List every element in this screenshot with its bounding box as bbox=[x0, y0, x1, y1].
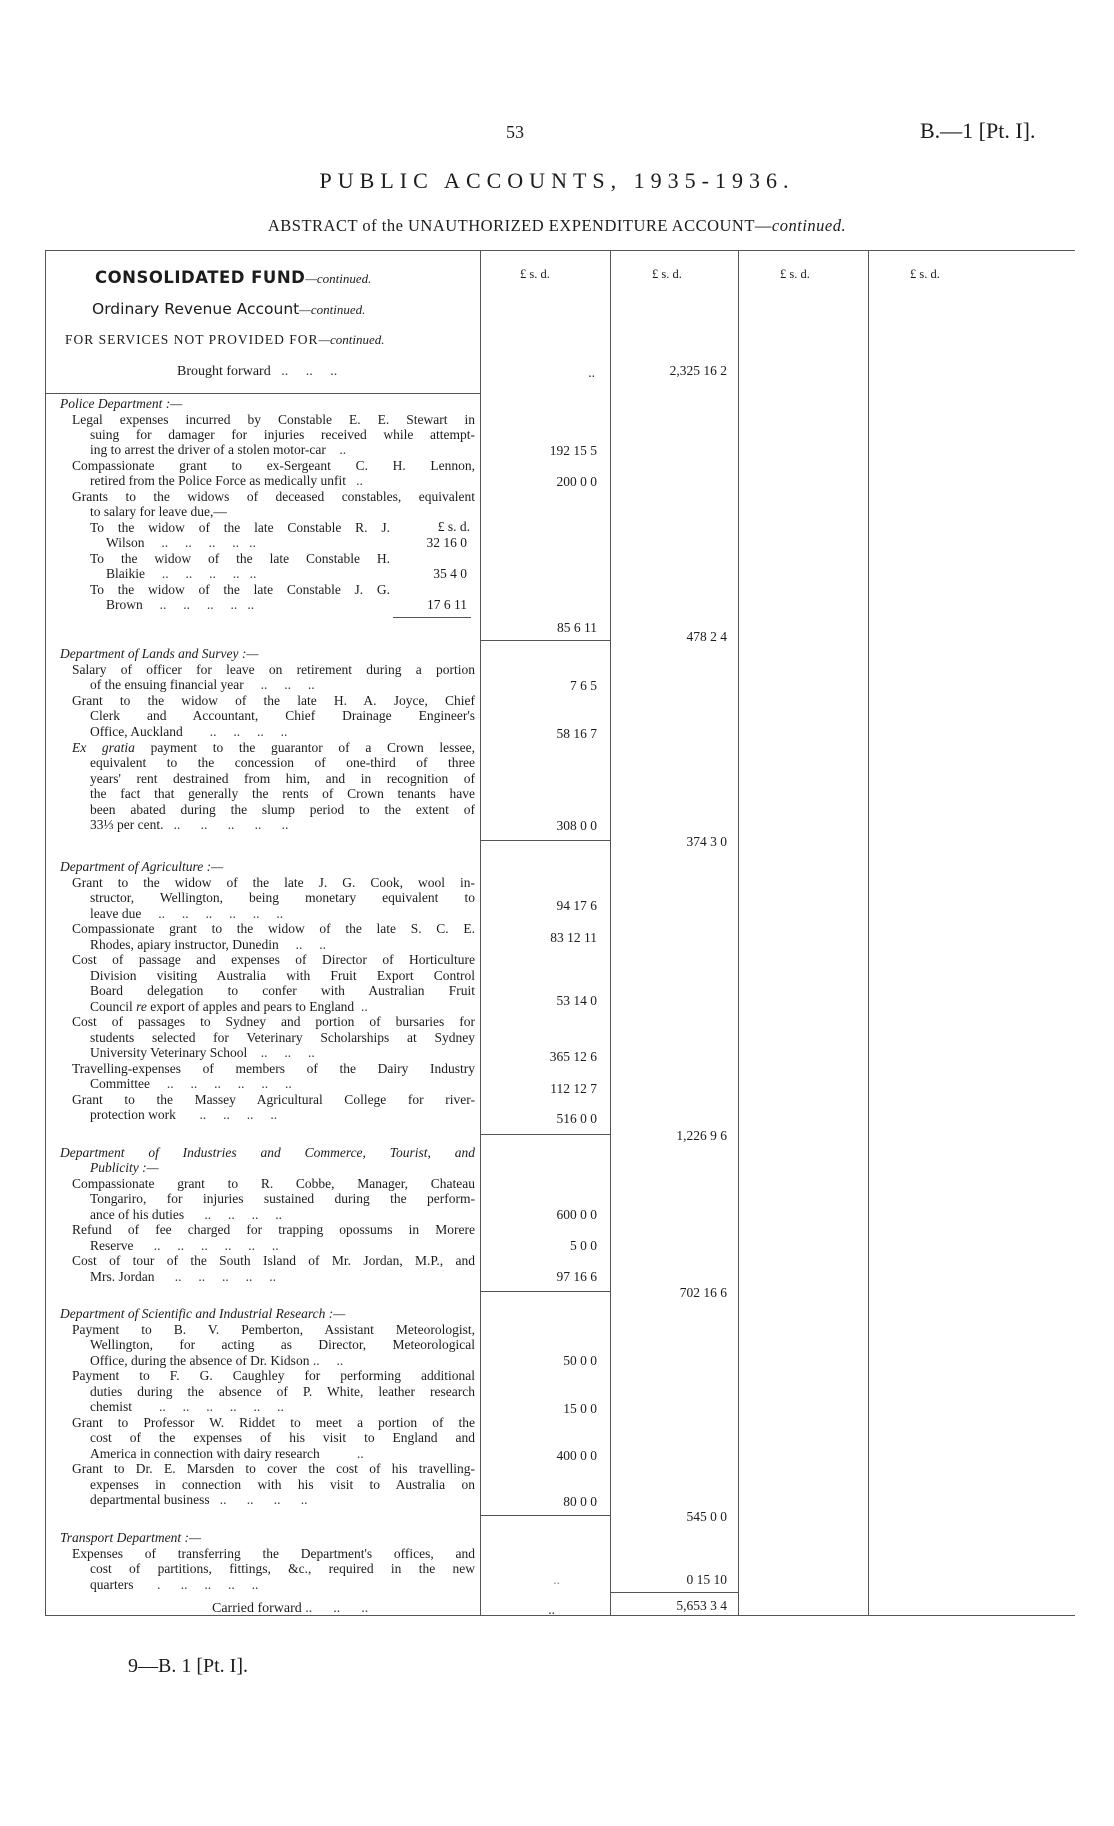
item-line: Cost of passage and expenses of Director of Horticulture bbox=[72, 952, 475, 967]
carried-forward-col1: .. bbox=[548, 1602, 555, 1617]
inner-amount: 17 6 11 bbox=[427, 597, 467, 612]
item-line: Payment to B. V. Pemberton, Assistant Meteorologist, bbox=[72, 1322, 475, 1337]
item-line: Rhodes, apiary instructor, Dunedin .. .. bbox=[90, 937, 327, 952]
item-line: Brown .. .. .. .. .. bbox=[106, 597, 255, 612]
amount-cell: 97 16 6 bbox=[556, 1269, 597, 1284]
subtitle-suffix: continued. bbox=[771, 216, 847, 235]
item-line: departmental business .. .. .. .. bbox=[90, 1492, 308, 1507]
item-line: leave due .. .. .. .. .. .. bbox=[90, 906, 284, 921]
subtotal-rule bbox=[480, 1291, 610, 1292]
services-heading bbox=[65, 332, 385, 348]
item-line: To the widow of the late Constable R. J. bbox=[90, 520, 390, 535]
col3-rule bbox=[738, 250, 739, 1615]
item-line: Cost of passages to Sydney and portion of bursaries for bbox=[72, 1014, 475, 1029]
brought-forward-text: Brought forward bbox=[177, 364, 271, 379]
item-text: payment to the guarantor of a Crown lessee, bbox=[134, 740, 475, 755]
item-line: of the ensuing financial year .. .. .. bbox=[90, 677, 315, 692]
section-total: 374 3 0 bbox=[686, 834, 727, 849]
item-line: retired from the Police Force as medically unfit .. bbox=[90, 473, 363, 488]
column-header-3: £ s. d. bbox=[780, 267, 810, 281]
amount-cell: 112 12 7 bbox=[550, 1081, 597, 1096]
item-line: ing to arrest the driver of a stolen motor-car .. bbox=[90, 442, 347, 457]
amount-cell: 80 0 0 bbox=[563, 1494, 597, 1509]
inner-amount: 32 16 0 bbox=[426, 535, 467, 550]
item-line: Council re export of apples and pears to England .. bbox=[90, 999, 368, 1014]
section-heading: Department of Agriculture :— bbox=[60, 859, 224, 874]
amount-cell: .. bbox=[553, 1572, 560, 1587]
item-text: quarters bbox=[90, 1577, 134, 1592]
item-text: University Veterinary School bbox=[90, 1045, 248, 1060]
item-text-italic: re bbox=[136, 999, 147, 1014]
item-line: Grant to the Massey Agricultural College for river- bbox=[72, 1092, 475, 1107]
item-line: America in connection with dairy research .. bbox=[90, 1446, 364, 1461]
item-text: leave due bbox=[90, 906, 142, 921]
amount-cell: 58 16 7 bbox=[556, 726, 597, 741]
item-line: cost of partitions, fittings, &c., required in the new bbox=[90, 1561, 475, 1576]
item-text: 33⅓ per cent. bbox=[90, 817, 164, 832]
section-heading: Department of Scientific and Industrial Research :— bbox=[60, 1306, 346, 1321]
account-cont: —continued. bbox=[299, 302, 366, 317]
section-total: 545 0 0 bbox=[686, 1509, 727, 1524]
page-title: PUBLIC ACCOUNTS, 1935-1936. bbox=[319, 168, 795, 193]
item-line: the fact that generally the rents of Crown tenants have bbox=[90, 786, 475, 801]
item-line: quarters . .. .. .. .. bbox=[90, 1577, 259, 1592]
column-header-2: £ s. d. bbox=[652, 267, 682, 281]
subtotal-rule bbox=[480, 840, 610, 841]
section-total: 702 16 6 bbox=[679, 1285, 727, 1300]
col1-rule bbox=[480, 250, 481, 1615]
fund-name: CONSOLIDATED FUND bbox=[95, 268, 306, 287]
item-text: Office, during the absence of Dr. Kidson bbox=[90, 1353, 310, 1368]
item-line: Grant to Dr. E. Marsden to cover the cost of his travelling- bbox=[72, 1461, 475, 1476]
item-text: departmental business bbox=[90, 1492, 210, 1507]
amount-cell: 7 6 5 bbox=[570, 678, 597, 693]
item-line: Blaikie .. .. .. .. .. bbox=[106, 566, 257, 581]
section-heading: Publicity :— bbox=[90, 1160, 159, 1175]
item-line: cost of the expenses of his visit to England and bbox=[90, 1430, 475, 1445]
item-line: been abated during the slump period to the extent of bbox=[90, 802, 475, 817]
page-number: 53 bbox=[506, 122, 524, 142]
item-text-italic: Ex gratia bbox=[72, 740, 135, 755]
item-line: to salary for leave due,— bbox=[90, 504, 227, 519]
item-line: 33⅓ per cent. .. .. .. .. .. bbox=[90, 817, 289, 832]
inner-column-header: £ s. d. bbox=[437, 519, 470, 534]
brought-forward-col2: 2,325 16 2 bbox=[669, 363, 727, 378]
item-text: Brown bbox=[106, 597, 143, 612]
table-bottom-rule bbox=[45, 1615, 1075, 1616]
section-heading: Department of Industries and Commerce, Tourist, and bbox=[60, 1145, 475, 1160]
item-line: Office, during the absence of Dr. Kidson .. .. bbox=[90, 1353, 344, 1368]
fund-cont: —continued. bbox=[305, 271, 372, 286]
heading-rule bbox=[45, 393, 480, 394]
amount-cell: 94 17 6 bbox=[556, 898, 597, 913]
item-text: America in connection with dairy research bbox=[90, 1446, 320, 1461]
item-line: Salary of officer for leave on retirement during a portion bbox=[72, 662, 475, 677]
item-text: Rhodes, apiary instructor, Dunedin bbox=[90, 937, 279, 952]
carried-forward-col2: 5,653 3 4 bbox=[676, 1598, 727, 1613]
item-text: Council bbox=[90, 999, 137, 1014]
item-line bbox=[72, 740, 475, 756]
item-text: of the ensuing financial year bbox=[90, 677, 244, 692]
amount-cell: 308 0 0 bbox=[556, 818, 597, 833]
section-heading: Police Department :— bbox=[60, 396, 183, 411]
subtotal-rule bbox=[480, 640, 610, 641]
item-line: Compassionate grant to the widow of the late S. C. E. bbox=[72, 921, 475, 936]
amount-cell: 365 12 6 bbox=[549, 1049, 597, 1064]
table-left-rule bbox=[45, 250, 46, 1615]
amount-cell: 15 0 0 bbox=[563, 1401, 597, 1416]
item-line: Travelling-expenses of members of the Dairy Industry bbox=[72, 1061, 475, 1076]
item-line: suing for damager for injuries received while attempt- bbox=[90, 427, 475, 442]
column-header-1: £ s. d. bbox=[520, 267, 550, 281]
subtitle-prefix: ABSTRACT of the UNAUTHORIZED EXPENDITURE ACCOUNT— bbox=[267, 216, 772, 235]
item-line: Grant to Professor W. Riddet to meet a portion of the bbox=[72, 1415, 475, 1430]
item-line: Office, Auckland .. .. .. .. bbox=[90, 724, 288, 739]
amount-cell: 600 0 0 bbox=[556, 1207, 597, 1222]
amount-cell: 5 0 0 bbox=[570, 1238, 597, 1253]
item-text: Committee bbox=[90, 1076, 150, 1091]
item-line: University Veterinary School .. .. .. bbox=[90, 1045, 315, 1060]
subtotal-rule bbox=[480, 1515, 610, 1516]
item-line: Clerk and Accountant, Chief Drainage Engineer's bbox=[90, 708, 475, 723]
page-footer: 9—B. 1 [Pt. I]. bbox=[128, 1655, 248, 1677]
brought-forward-col1: .. bbox=[588, 365, 595, 380]
amount-cell: 53 14 0 bbox=[556, 993, 597, 1008]
item-line: expenses in connection with his visit to Australia on bbox=[90, 1477, 475, 1492]
section-heading: Department of Lands and Survey :— bbox=[60, 646, 259, 661]
col4-rule bbox=[868, 250, 869, 1615]
item-line: Payment to F. G. Caughley for performing additional bbox=[72, 1368, 475, 1383]
item-text: export of apples and pears to England bbox=[146, 999, 355, 1014]
item-line: Mrs. Jordan .. .. .. .. .. bbox=[90, 1269, 276, 1284]
item-line: years' rent destrained from him, and in recognition of bbox=[90, 771, 475, 786]
brought-forward-label: Brought forward .. .. .. bbox=[177, 364, 338, 379]
item-line: ance of his duties .. .. .. .. bbox=[90, 1207, 282, 1222]
item-line: students selected for Veterinary Scholarships at Sydney bbox=[90, 1030, 475, 1045]
item-text: Office, Auckland bbox=[90, 724, 183, 739]
item-line: duties during the absence of P. White, leather research bbox=[90, 1384, 475, 1399]
item-line: Division visiting Australia with Fruit Export Control bbox=[90, 968, 475, 983]
fund-heading bbox=[95, 268, 371, 287]
item-text: protection work bbox=[90, 1107, 176, 1122]
inner-amount: 35 4 0 bbox=[433, 566, 467, 581]
item-line: Board delegation to confer with Australian Fruit bbox=[90, 983, 475, 998]
item-text: Blaikie bbox=[106, 566, 145, 581]
item-line: structor, Wellington, being monetary equivalent to bbox=[90, 890, 475, 905]
item-line: Reserve .. .. .. .. .. .. bbox=[90, 1238, 279, 1253]
item-line: protection work .. .. .. .. bbox=[90, 1107, 278, 1122]
item-line: To the widow of the late Constable J. G. bbox=[90, 582, 390, 597]
document-reference: B.—1 [Pt. I]. bbox=[920, 118, 1036, 143]
item-line: Compassionate grant to R. Cobbe, Manager, Chateau bbox=[72, 1176, 475, 1191]
item-line: Legal expenses incurred by Constable E. E. Stewart in bbox=[72, 412, 475, 427]
item-line: Compassionate grant to ex-Sergeant C. H. Lennon, bbox=[72, 458, 475, 473]
amount-cell: 192 15 5 bbox=[549, 443, 597, 458]
item-line: Cost of tour of the South Island of Mr. Jordan, M.P., and bbox=[72, 1253, 475, 1268]
col2-rule bbox=[610, 250, 611, 1615]
amount-cell: 50 0 0 bbox=[563, 1353, 597, 1368]
item-line: Expenses of transferring the Department's offices, and bbox=[72, 1546, 475, 1561]
services-cont: —continued. bbox=[318, 332, 385, 347]
section-total: 0 15 10 bbox=[686, 1572, 727, 1587]
total-rule bbox=[610, 1592, 738, 1593]
amount-cell: 200 0 0 bbox=[556, 474, 597, 489]
item-line: Tongariro, for injuries sustained during the perform- bbox=[90, 1191, 475, 1206]
subtotal-rule bbox=[480, 1134, 610, 1135]
item-line: Wilson .. .. .. .. .. bbox=[106, 535, 256, 550]
item-line: Grants to the widows of deceased constables, equivalent bbox=[72, 489, 475, 504]
item-text: chemist bbox=[90, 1399, 132, 1414]
amount-cell: 85 6 11 bbox=[557, 620, 597, 635]
amount-cell: 516 0 0 bbox=[556, 1111, 597, 1126]
column-header-4: £ s. d. bbox=[910, 267, 940, 281]
account-name: Ordinary Revenue Account bbox=[92, 300, 300, 318]
item-text: ing to arrest the driver of a stolen motor-car bbox=[90, 442, 326, 457]
item-line: chemist .. .. .. .. .. .. bbox=[90, 1399, 284, 1414]
inner-total-rule bbox=[393, 617, 471, 618]
amount-cell: 83 12 11 bbox=[550, 930, 597, 945]
amount-cell: 400 0 0 bbox=[556, 1448, 597, 1463]
item-line: Committee .. .. .. .. .. .. bbox=[90, 1076, 292, 1091]
item-line: equivalent to the concession of one-third of three bbox=[90, 755, 475, 770]
item-line: Refund of fee charged for trapping opossums in Morere bbox=[72, 1222, 475, 1237]
item-line: Grant to the widow of the late H. A. Joyce, Chief bbox=[72, 693, 475, 708]
account-heading bbox=[92, 300, 365, 318]
section-heading: Transport Department :— bbox=[60, 1530, 202, 1545]
item-text: retired from the Police Force as medically unfit bbox=[90, 473, 347, 488]
section-total: 478 2 4 bbox=[686, 629, 727, 644]
item-text: ance of his duties bbox=[90, 1207, 185, 1222]
table-top-rule bbox=[45, 250, 1075, 251]
item-line: Grant to the widow of the late J. G. Cook, wool in- bbox=[72, 875, 475, 890]
item-text: Mrs. Jordan bbox=[90, 1269, 155, 1284]
item-line: To the widow of the late Constable H. bbox=[90, 551, 390, 566]
services-name: FOR SERVICES NOT PROVIDED FOR bbox=[65, 332, 319, 347]
carried-forward-label: Carried forward .. .. .. bbox=[212, 1601, 369, 1616]
section-total: 1,226 9 6 bbox=[676, 1128, 727, 1143]
item-text: Reserve bbox=[90, 1238, 134, 1253]
item-text: Wilson bbox=[106, 535, 145, 550]
carried-forward-text: Carried forward bbox=[212, 1601, 302, 1616]
item-line: Wellington, for acting as Director, Meteorological bbox=[90, 1337, 475, 1352]
page-subtitle bbox=[0, 216, 1114, 236]
